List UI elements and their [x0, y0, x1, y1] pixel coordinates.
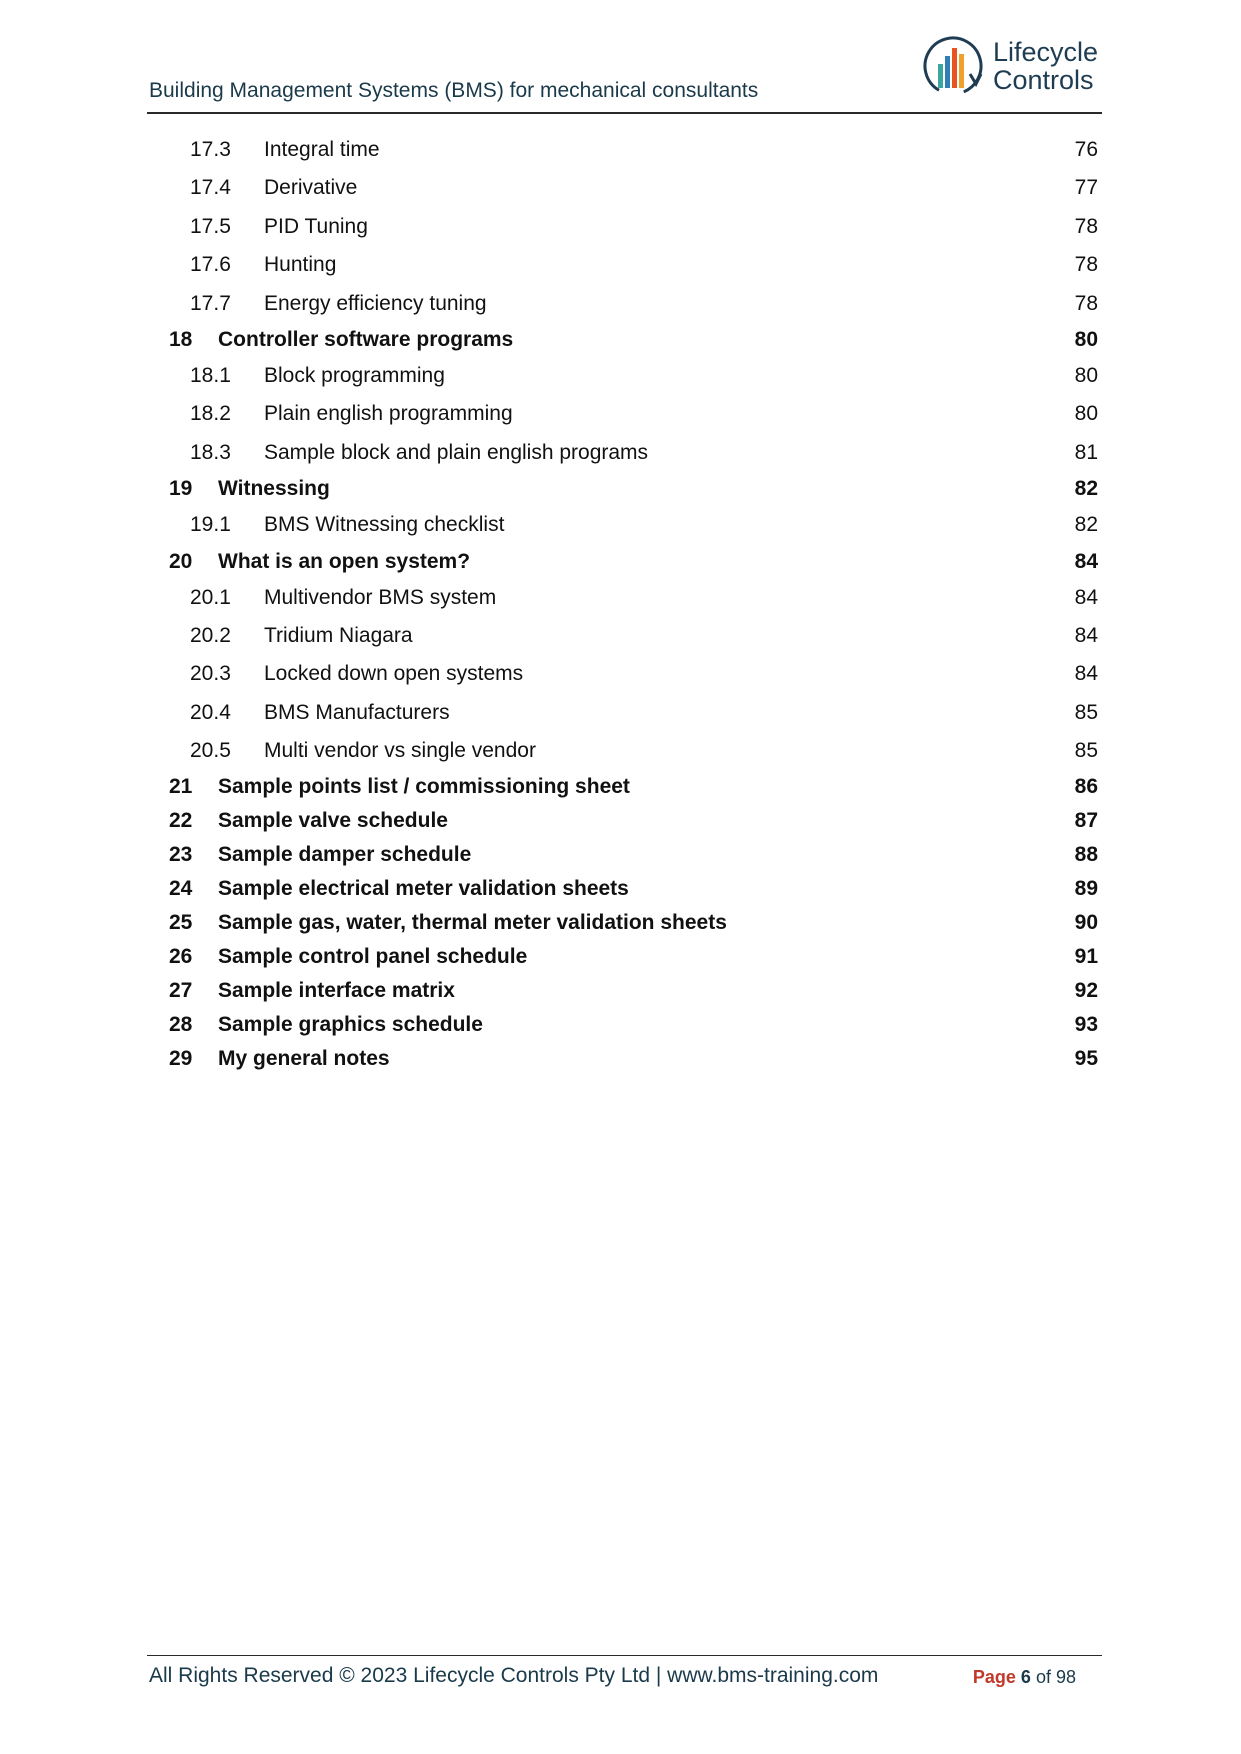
page-label: Page	[972, 1667, 1016, 1687]
toc-entry-title: Witnessing	[218, 477, 330, 501]
toc-entry-page: 80	[1074, 363, 1098, 387]
toc-entry-num: 18.2	[190, 402, 231, 426]
toc-entry[interactable]	[147, 872, 1102, 906]
toc-entry-page: 78	[1074, 253, 1098, 277]
toc-entry[interactable]	[147, 285, 1102, 323]
toc-entry[interactable]	[147, 974, 1102, 1008]
toc-entry-page: 78	[1074, 291, 1098, 315]
toc-entry-title: Sample valve schedule	[218, 809, 448, 833]
toc-entry-page: 81	[1074, 440, 1098, 464]
page-current: 6	[1020, 1667, 1031, 1687]
toc-entry-page: 85	[1074, 700, 1098, 724]
toc-entry-page: 84	[1074, 662, 1098, 686]
toc-entry-page: 84	[1074, 623, 1098, 647]
toc-entry[interactable]	[147, 655, 1102, 693]
document-title: Building Management Systems (BMS) for mechanical consultants	[149, 79, 759, 102]
toc-entry-title: Controller software programs	[218, 327, 514, 351]
toc-entry-page: 92	[1074, 979, 1098, 1003]
toc-entry-num: 26	[169, 945, 193, 969]
toc-entry-title: BMS Manufacturers	[264, 700, 450, 724]
toc-entry-num: 18.1	[190, 363, 231, 387]
toc-entry[interactable]	[147, 246, 1102, 284]
table-of-contents	[147, 131, 1102, 1076]
toc-entry-title: Sample control panel schedule	[218, 945, 528, 969]
toc-entry-page: 84	[1074, 585, 1098, 609]
toc-entry-num: 18.3	[190, 440, 231, 464]
toc-entry[interactable]	[147, 208, 1102, 246]
toc-entry[interactable]	[147, 545, 1102, 579]
page-number	[973, 1667, 1076, 1688]
toc-entry-title: BMS Witnessing checklist	[264, 513, 505, 537]
toc-entry-title: Hunting	[264, 253, 337, 277]
toc-entry-num: 17.3	[190, 138, 231, 161]
toc-entry[interactable]	[147, 804, 1102, 838]
toc-entry-num: 19.1	[190, 513, 231, 537]
toc-entry-page: 80	[1074, 402, 1098, 426]
toc-entry-page: 89	[1074, 877, 1098, 901]
toc-entry-page: 84	[1074, 549, 1098, 573]
toc-entry-num: 20.2	[190, 623, 231, 647]
footer-copyright: All Rights Reserved © 2023 Lifecycle Controls Pty Ltd | www.bms-training.com	[149, 1664, 879, 1687]
page-footer	[147, 1655, 1102, 1696]
toc-entry[interactable]	[147, 323, 1102, 357]
toc-entry-page: 91	[1074, 945, 1098, 969]
toc-entry-page: 77	[1074, 176, 1098, 200]
logo-text-line1: Lifecycle	[992, 36, 1098, 67]
toc-entry-title: Derivative	[264, 176, 358, 200]
toc-entry[interactable]	[147, 131, 1102, 169]
toc-entry-num: 25	[169, 911, 193, 935]
page-header	[147, 30, 1102, 114]
toc-entry-title: PID Tuning	[264, 214, 368, 238]
toc-entry-num: 29	[169, 1047, 193, 1071]
toc-entry-title: Sample gas, water, thermal meter validation sheets	[218, 911, 727, 935]
toc-entry-title: Sample points list / commissioning sheet	[218, 775, 630, 799]
toc-entry-title: Sample graphics schedule	[218, 1013, 483, 1037]
toc-entry-num: 17.7	[190, 291, 231, 315]
toc-entry-page: 95	[1074, 1047, 1098, 1071]
toc-entry[interactable]	[147, 694, 1102, 732]
toc-entry[interactable]	[147, 434, 1102, 472]
toc-entry[interactable]	[147, 838, 1102, 872]
toc-entry-title: Integral time	[264, 138, 380, 161]
toc-entry[interactable]	[147, 579, 1102, 617]
logo-text-line2: Controls	[992, 64, 1094, 95]
toc-entry-page: 82	[1074, 477, 1098, 501]
page-total: of 98	[1035, 1667, 1076, 1687]
toc-entry-title: My general notes	[218, 1047, 390, 1071]
toc-entry[interactable]	[147, 1008, 1102, 1042]
toc-entry-title: What is an open system?	[218, 549, 471, 573]
toc-entry-num: 17.4	[190, 176, 231, 200]
toc-entry[interactable]	[147, 906, 1102, 940]
toc-entry-page: 86	[1074, 775, 1098, 799]
toc-entry-title: Sample interface matrix	[218, 979, 455, 1003]
toc-entry-num: 20.5	[190, 739, 231, 763]
toc-entry-title: Plain english programming	[264, 402, 513, 426]
toc-entry-title: Multivendor BMS system	[264, 585, 497, 609]
toc-entry-num: 19	[169, 477, 193, 501]
toc-entry[interactable]	[147, 169, 1102, 207]
toc-entry-num: 20.3	[190, 662, 231, 686]
toc-entry[interactable]	[147, 940, 1102, 974]
toc-entry-title: Energy efficiency tuning	[264, 291, 487, 315]
toc-entry-num: 20	[169, 549, 193, 573]
company-logo	[921, 34, 1098, 98]
toc-entry-title: Block programming	[264, 363, 445, 387]
toc-entry-num: 17.5	[190, 214, 231, 238]
toc-entry[interactable]	[147, 732, 1102, 770]
toc-entry-page: 76	[1074, 138, 1098, 161]
toc-entry-title: Multi vendor vs single vendor	[264, 739, 536, 763]
toc-entry-num: 24	[169, 877, 193, 901]
toc-entry-page: 88	[1074, 843, 1098, 867]
toc-entry-title: Sample damper schedule	[218, 843, 472, 867]
toc-entry-page: 87	[1074, 809, 1098, 833]
toc-entry-num: 22	[169, 809, 193, 833]
toc-entry-page: 93	[1074, 1013, 1098, 1037]
toc-entry-page: 85	[1074, 739, 1098, 763]
toc-entry-num: 20.1	[190, 585, 231, 609]
toc-entry[interactable]	[147, 1042, 1102, 1076]
toc-entry[interactable]	[147, 357, 1102, 395]
toc-entry-num: 27	[169, 979, 193, 1003]
toc-entry[interactable]	[147, 770, 1102, 804]
toc-entry-page: 90	[1074, 911, 1098, 935]
toc-entry[interactable]	[147, 617, 1102, 655]
toc-entry-num: 23	[169, 843, 193, 867]
toc-entry-page: 80	[1074, 327, 1098, 351]
toc-entry-title: Sample block and plain english programs	[264, 440, 649, 464]
toc-entry-page: 82	[1074, 513, 1098, 537]
toc-entry-num: 28	[169, 1013, 193, 1037]
lifecycle-logo-icon	[921, 34, 987, 98]
toc-entry[interactable]	[147, 506, 1102, 544]
toc-entry-page: 78	[1074, 214, 1098, 238]
toc-entry-num: 17.6	[190, 253, 231, 277]
toc-entry-title: Sample electrical meter validation sheets	[218, 877, 629, 901]
toc-entry-title: Tridium Niagara	[264, 623, 413, 647]
toc-entry[interactable]	[147, 395, 1102, 433]
toc-entry[interactable]	[147, 472, 1102, 506]
toc-entry-num: 20.4	[190, 700, 231, 724]
toc-entry-num: 18	[169, 327, 193, 351]
toc-entry-title: Locked down open systems	[264, 662, 524, 686]
toc-entry-num: 21	[169, 775, 193, 799]
